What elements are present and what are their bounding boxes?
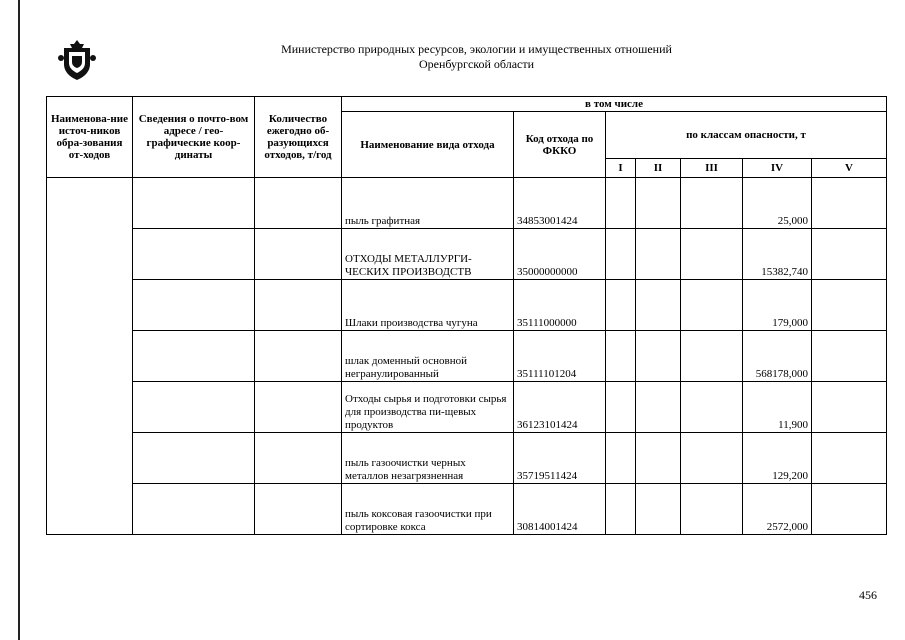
quantity-cell	[255, 382, 342, 433]
region-title: Оренбургской области	[418, 57, 535, 71]
waste-name-cell: ОТХОДЫ МЕТАЛЛУРГИ-ЧЕСКИХ ПРОИЗВОДСТВ	[342, 229, 514, 280]
quantity-cell	[255, 331, 342, 382]
waste-name-cell: шлак доменный основной негранулированный	[342, 331, 514, 382]
header-code: Код отхода по ФККО	[514, 112, 606, 178]
table-row	[47, 178, 887, 229]
header-address: Сведения о почто-вом адресе / гео-графические коор-динаты	[133, 97, 255, 178]
header-quantity: Количество ежегодно об-разующихся отходов, т/год	[255, 97, 342, 178]
waste-name-cell: пыль газоочистки черных металлов незагрязненная	[342, 433, 514, 484]
address-cell	[133, 331, 255, 382]
code-cell: 35111000000	[514, 280, 606, 331]
header-including: в том числе	[342, 97, 887, 112]
header-class-4: IV	[743, 159, 812, 178]
address-cell	[133, 280, 255, 331]
table-row	[47, 382, 887, 433]
source-cell	[47, 178, 133, 535]
quantity-cell	[255, 229, 342, 280]
ministry-title: Министерство природных ресурсов, экологии и имущественных отношений	[281, 42, 672, 56]
header-class-1: I	[606, 159, 636, 178]
header-waste-name: Наименование вида отхода	[342, 112, 514, 178]
class-4-cell: 11,900	[743, 382, 812, 433]
quantity-cell	[255, 484, 342, 535]
code-cell: 34853001424	[514, 178, 606, 229]
table-row	[47, 433, 887, 484]
waste-table	[46, 96, 887, 535]
page-number: 456	[859, 588, 877, 602]
address-cell	[133, 484, 255, 535]
address-cell	[133, 178, 255, 229]
class-4-cell: 129,200	[743, 433, 812, 484]
header-source: Наименова-ние источ-ников обра-зования от-ходов	[47, 97, 133, 178]
address-cell	[133, 229, 255, 280]
waste-name-cell: Шлаки производства чугуна	[342, 280, 514, 331]
table-row	[47, 229, 887, 280]
waste-name-cell: пыль коксовая газоочистки при сортировке кокса	[342, 484, 514, 535]
code-cell: 36123101424	[514, 382, 606, 433]
binding-line	[18, 0, 20, 640]
code-cell: 35000000000	[514, 229, 606, 280]
header-class-3: III	[681, 159, 743, 178]
code-cell: 35111101204	[514, 331, 606, 382]
table-row	[47, 484, 887, 535]
code-cell: 35719511424	[514, 433, 606, 484]
quantity-cell	[255, 433, 342, 484]
waste-name-cell: Отходы сырья и подготовки сырья для производства пи-щевых продуктов	[342, 382, 514, 433]
class-4-cell: 15382,740	[743, 229, 812, 280]
class-4-cell: 179,000	[743, 280, 812, 331]
table-row	[47, 331, 887, 382]
header-class-2: II	[636, 159, 681, 178]
class-4-cell: 568178,000	[743, 331, 812, 382]
class-4-cell: 2572,000	[743, 484, 812, 535]
quantity-cell	[255, 178, 342, 229]
code-cell: 30814001424	[514, 484, 606, 535]
address-cell	[133, 382, 255, 433]
class-4-cell: 25,000	[743, 178, 812, 229]
quantity-cell	[255, 280, 342, 331]
table-row	[47, 280, 887, 331]
header-class-5: V	[812, 159, 887, 178]
waste-name-cell: пыль графитная	[342, 178, 514, 229]
address-cell	[133, 433, 255, 484]
header-hazard-classes: по классам опасности, т	[606, 112, 887, 159]
